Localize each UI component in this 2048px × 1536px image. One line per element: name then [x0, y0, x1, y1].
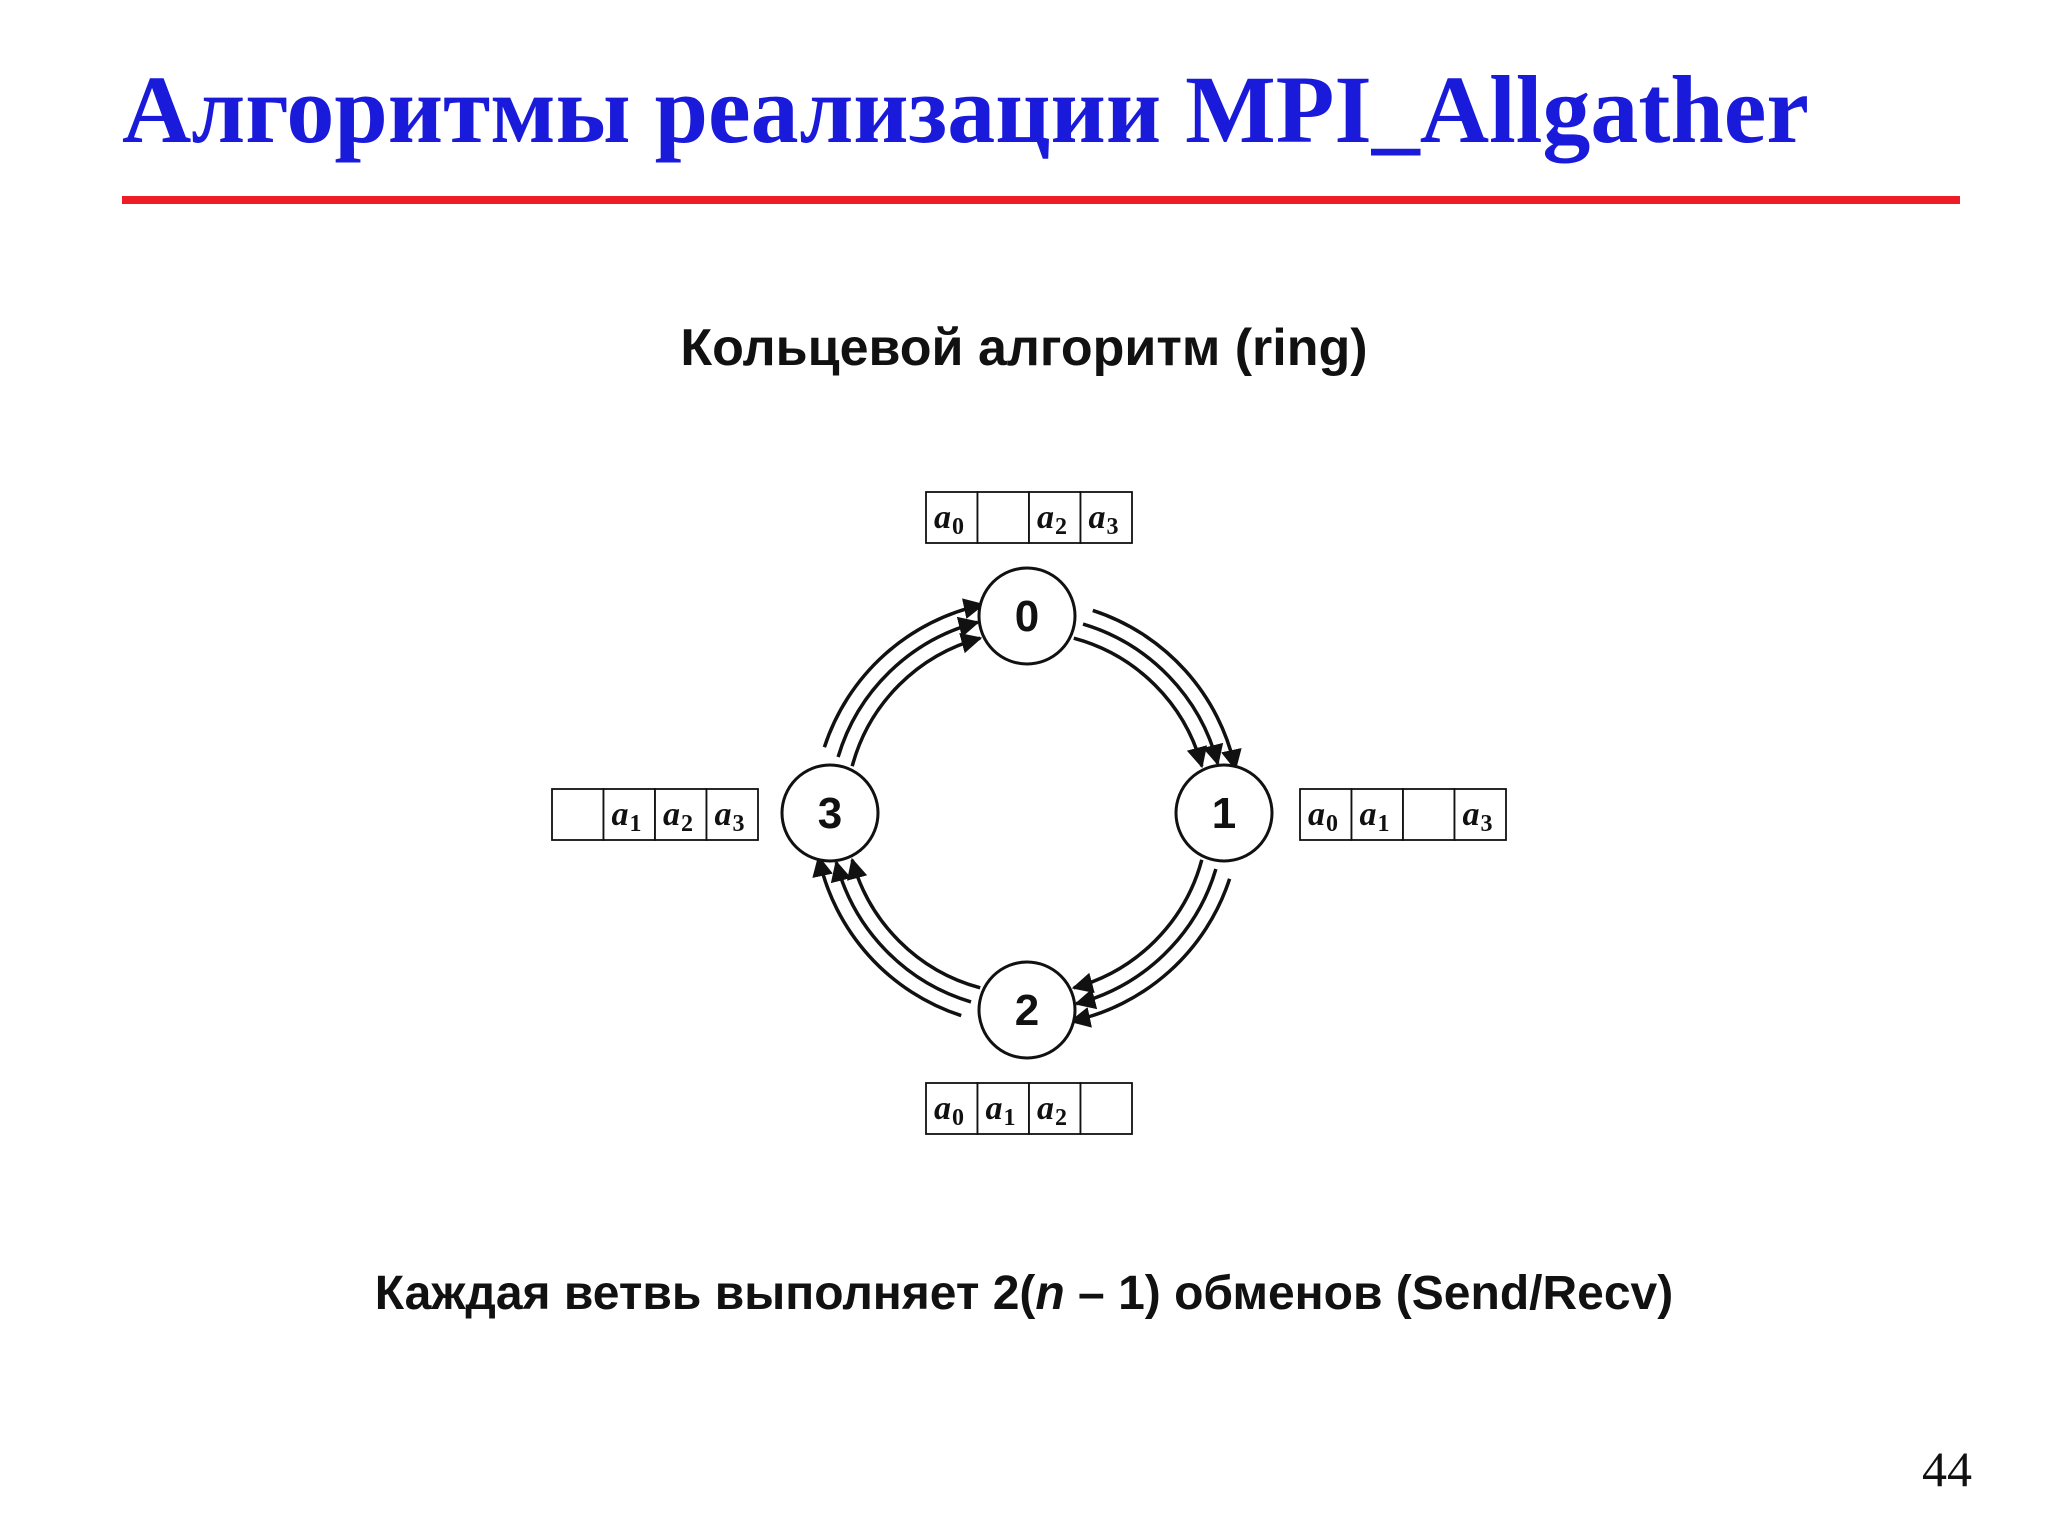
buffer-2	[926, 1083, 1132, 1134]
buffer-0-cell-0-label: a0	[934, 499, 964, 540]
buffer-2-cell-2-label: a2	[1037, 1090, 1067, 1131]
buffer-3	[552, 789, 758, 840]
buffer-1-cell-3-label: a3	[1462, 796, 1493, 837]
edge-arc-3-to-0-1	[852, 638, 980, 766]
edge-arc-3-to-0-3	[824, 605, 982, 748]
buffer-2-cell-0-label: a0	[934, 1090, 964, 1131]
buffer-1-cell-2	[1403, 789, 1455, 840]
footnote-prefix: Каждая ветвь выполняет 2(	[374, 1267, 1036, 1320]
edge-arc-0-to-1-3	[1093, 610, 1236, 768]
buffer-3-cell-2-label: a2	[663, 796, 693, 837]
node-0-label: 0	[1014, 592, 1040, 641]
node-0	[979, 568, 1075, 664]
buffer-0-cell-3-label: a3	[1088, 499, 1119, 540]
buffer-3-cell-1-label: a1	[611, 796, 642, 837]
buffer-3-cell-3-label: a3	[714, 796, 745, 837]
buffer-3-cell-0	[552, 789, 604, 840]
node-1-label: 1	[1211, 789, 1237, 838]
buffer-0-cell-1	[978, 492, 1030, 543]
buffer-0-cell-2-label: a2	[1037, 499, 1067, 540]
edges-layer	[819, 605, 1236, 1022]
buffer-1-cell-0-label: a0	[1308, 796, 1338, 837]
buffer-2-cell-1-label: a1	[985, 1090, 1016, 1131]
page-number: 44	[1922, 1441, 1972, 1497]
node-3	[782, 765, 878, 861]
buffer-1-cell-1-label: a1	[1359, 796, 1390, 837]
footnote	[0, 1267, 2048, 1320]
edge-arc-1-to-2-3	[1071, 879, 1229, 1022]
footnote-suffix: – 1) обменов (Send/Recv)	[1064, 1267, 1674, 1320]
buffer-2-cell-3	[1081, 1083, 1133, 1134]
edge-arc-2-to-3-3	[819, 857, 962, 1015]
footnote-variable: n	[1035, 1267, 1065, 1320]
diagram-subtitle: Кольцевой алгоритм (ring)	[680, 319, 1368, 377]
node-2-label: 2	[1014, 986, 1040, 1035]
edge-arc-0-to-1-1	[1074, 638, 1202, 766]
edge-arc-2-to-3-1	[852, 860, 980, 988]
edge-arc-1-to-2-1	[1074, 860, 1202, 988]
nodes-layer	[782, 568, 1272, 1058]
edge-arc-0-to-1-2	[1083, 624, 1218, 764]
edge-arc-1-to-2-2	[1076, 869, 1216, 1004]
slide-title: Алгоритмы реализации MPI_Allgather	[122, 56, 1809, 163]
node-1	[1176, 765, 1272, 861]
buffer-0	[926, 492, 1132, 543]
node-2	[979, 962, 1075, 1058]
node-3-label: 3	[817, 789, 843, 838]
buffer-1	[1300, 789, 1506, 840]
edge-arc-2-to-3-2	[836, 862, 971, 1002]
edge-arc-3-to-0-2	[838, 622, 978, 757]
